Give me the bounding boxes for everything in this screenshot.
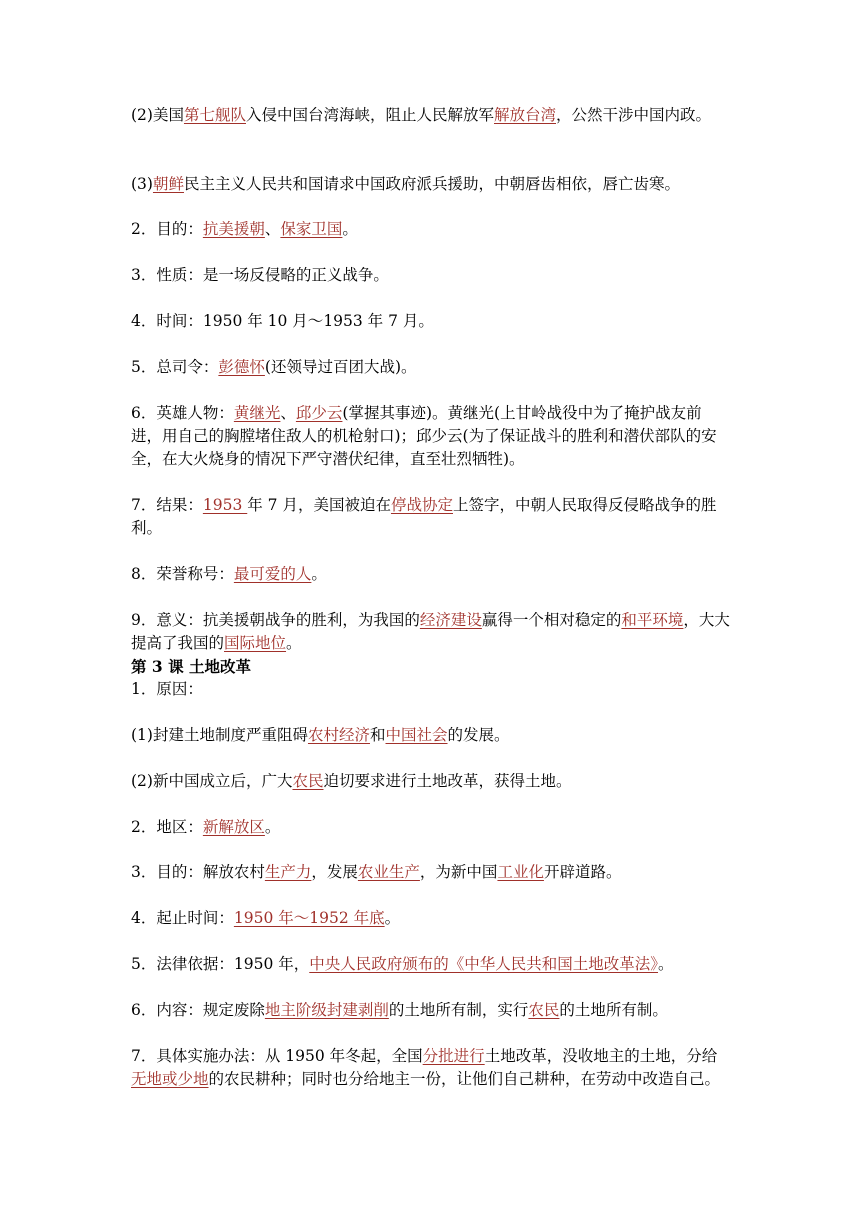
highlighted-term: 农村经济	[307, 726, 370, 744]
paragraph-text: 年 7 月，美国被迫在	[247, 496, 391, 514]
highlighted-term: 黄继光	[233, 404, 281, 422]
highlighted-term: 农民	[528, 1001, 560, 1019]
paragraph	[131, 861, 731, 884]
highlighted-term: 新解放区	[202, 818, 265, 836]
highlighted-term: 最可爱的人	[233, 565, 312, 583]
paragraph	[131, 563, 731, 586]
paragraph-text: (1)封建土地制度严重阻碍	[131, 726, 308, 744]
highlighted-term: 地主阶级封建剥削	[264, 1001, 389, 1019]
paragraph	[131, 770, 731, 793]
highlighted-term: 第七舰队	[183, 106, 246, 124]
paragraph	[131, 609, 731, 655]
highlighted-term: 经济建设	[419, 611, 482, 629]
paragraph-text: 入侵中国台湾海峡，阻止人民解放军	[245, 106, 494, 124]
paragraph-text: 3．性质：是一场反侵略的正义战争。	[131, 266, 389, 284]
paragraph-text: 。	[264, 818, 281, 836]
highlighted-term: 1950 年～1952 年底	[233, 909, 385, 927]
paragraph-text: 的土地所有制，实行	[388, 1001, 529, 1019]
paragraph-text: 5．总司令：	[131, 358, 219, 376]
paragraph-text: 、	[280, 404, 296, 422]
highlighted-term: 国际地位	[224, 634, 287, 652]
paragraph	[131, 173, 731, 196]
highlighted-term: 中国社会	[385, 726, 448, 744]
paragraph-text: 。	[658, 955, 674, 973]
paragraph-text: 。	[384, 909, 401, 927]
paragraph	[131, 264, 731, 287]
paragraph-text: 上签字，中朝人民取得反侵略战争的胜利。	[131, 496, 717, 537]
paragraph-text: 。	[342, 220, 358, 238]
paragraph-text: 2．地区：	[131, 818, 203, 836]
highlighted-term: 无地或少地	[131, 1070, 209, 1088]
highlighted-term: 工业化	[497, 863, 544, 881]
paragraph-text: 。	[286, 634, 302, 652]
paragraph	[131, 402, 731, 471]
lesson-heading: 第 3 课 土地改革	[131, 657, 251, 676]
paragraph-text: ，公然干涉中国内政。	[556, 106, 712, 124]
paragraph	[131, 356, 731, 379]
paragraph	[131, 724, 731, 747]
paragraph-text: (掌握其事迹)。黄继光(上甘岭战役中为了掩护战友前进，用自己的胸膛堵住敌人的机枪射口)；邱少云(为了保证战斗的胜利和潜伏部队的安全，在大火烧身的情况下严守潜伏纪律，直至壮烈牺牲)。	[131, 404, 717, 468]
paragraph	[131, 655, 731, 679]
paragraph-text: 的发展。	[447, 726, 510, 744]
highlighted-term: 农业生产	[357, 863, 420, 881]
highlighted-term: 解放台湾	[494, 106, 557, 124]
paragraph-text: (2)美国	[131, 106, 184, 124]
paragraph-text: (3)	[131, 175, 153, 193]
paragraph-text: 7．具体实施办法：从 1950 年冬起，全国	[131, 1047, 423, 1065]
highlighted-term: 生产力	[264, 863, 312, 881]
paragraph	[131, 678, 731, 701]
paragraph-text: 1．原因：	[131, 680, 203, 698]
paragraph-text: ，发展	[311, 863, 358, 881]
paragraph-text: 的土地所有制。	[559, 1001, 668, 1019]
highlighted-term: 彭德怀	[218, 358, 265, 376]
paragraph	[131, 310, 731, 333]
paragraph-text: (还领导过百团大战)。	[264, 358, 417, 376]
paragraph-text: 开辟道路。	[543, 863, 622, 881]
paragraph-text: 土地改革，没收地主的土地，分给	[484, 1047, 718, 1065]
highlighted-term: 1953	[202, 496, 248, 514]
paragraph-text: 赢得一个相对稳定的	[481, 611, 622, 629]
paragraph-text: 迫切要求进行土地改革，获得土地。	[323, 772, 572, 790]
paragraph	[131, 907, 731, 930]
paragraph	[131, 999, 731, 1022]
paragraph	[131, 104, 731, 127]
highlighted-term: 抗美援朝	[202, 220, 265, 238]
paragraph	[131, 494, 731, 540]
paragraph-text: 8．荣誉称号：	[131, 565, 234, 583]
paragraph	[131, 218, 731, 241]
paragraph-text: 、	[264, 220, 281, 238]
highlighted-term: 朝鲜	[152, 175, 184, 193]
paragraph	[131, 816, 731, 839]
highlighted-term: 和平环境	[621, 611, 684, 629]
paragraph-text: 6．内容：规定废除	[131, 1001, 265, 1019]
paragraph-text: 7．结果：	[131, 496, 203, 514]
highlighted-term: 农民	[292, 772, 324, 790]
paragraph-text: 6．英雄人物：	[131, 404, 234, 422]
paragraph-text: 4．时间：1950 年 10 月～1953 年 7 月。	[131, 312, 434, 330]
paragraph	[131, 953, 731, 976]
paragraph-text: (2)新中国成立后，广大	[131, 772, 293, 790]
paragraph-text: 5．法律依据：1950 年，	[131, 955, 310, 973]
paragraph-text: 2．目的：	[131, 220, 203, 238]
paragraph-text: ，为新中国	[419, 863, 498, 881]
paragraph-text: ，大大提高了我国的	[131, 611, 730, 652]
highlighted-term: 邱少云	[295, 404, 343, 422]
paragraph-text: 。	[311, 565, 327, 583]
paragraph-text: 的农民耕种；同时也分给地主一份，让他们自己耕种，在劳动中改造自己。	[208, 1070, 721, 1088]
highlighted-term: 停战协定	[390, 496, 453, 514]
highlighted-term: 保家卫国	[280, 220, 343, 238]
paragraph	[131, 1045, 731, 1091]
highlighted-term: 分批进行	[422, 1047, 485, 1065]
paragraph-text: 民主主义人民共和国请求中国政府派兵援助，中朝唇齿相依，唇亡齿寒。	[183, 175, 680, 193]
paragraph-text: 9．意义：抗美援朝战争的胜利，为我国的	[131, 611, 420, 629]
highlighted-term: 中央人民政府颁布的《中华人民共和国土地改革法》	[309, 955, 659, 973]
paragraph-text: 4．起止时间：	[131, 909, 234, 927]
paragraph-text: 和	[369, 726, 386, 744]
paragraph-text: 3．目的：解放农村	[131, 863, 265, 881]
